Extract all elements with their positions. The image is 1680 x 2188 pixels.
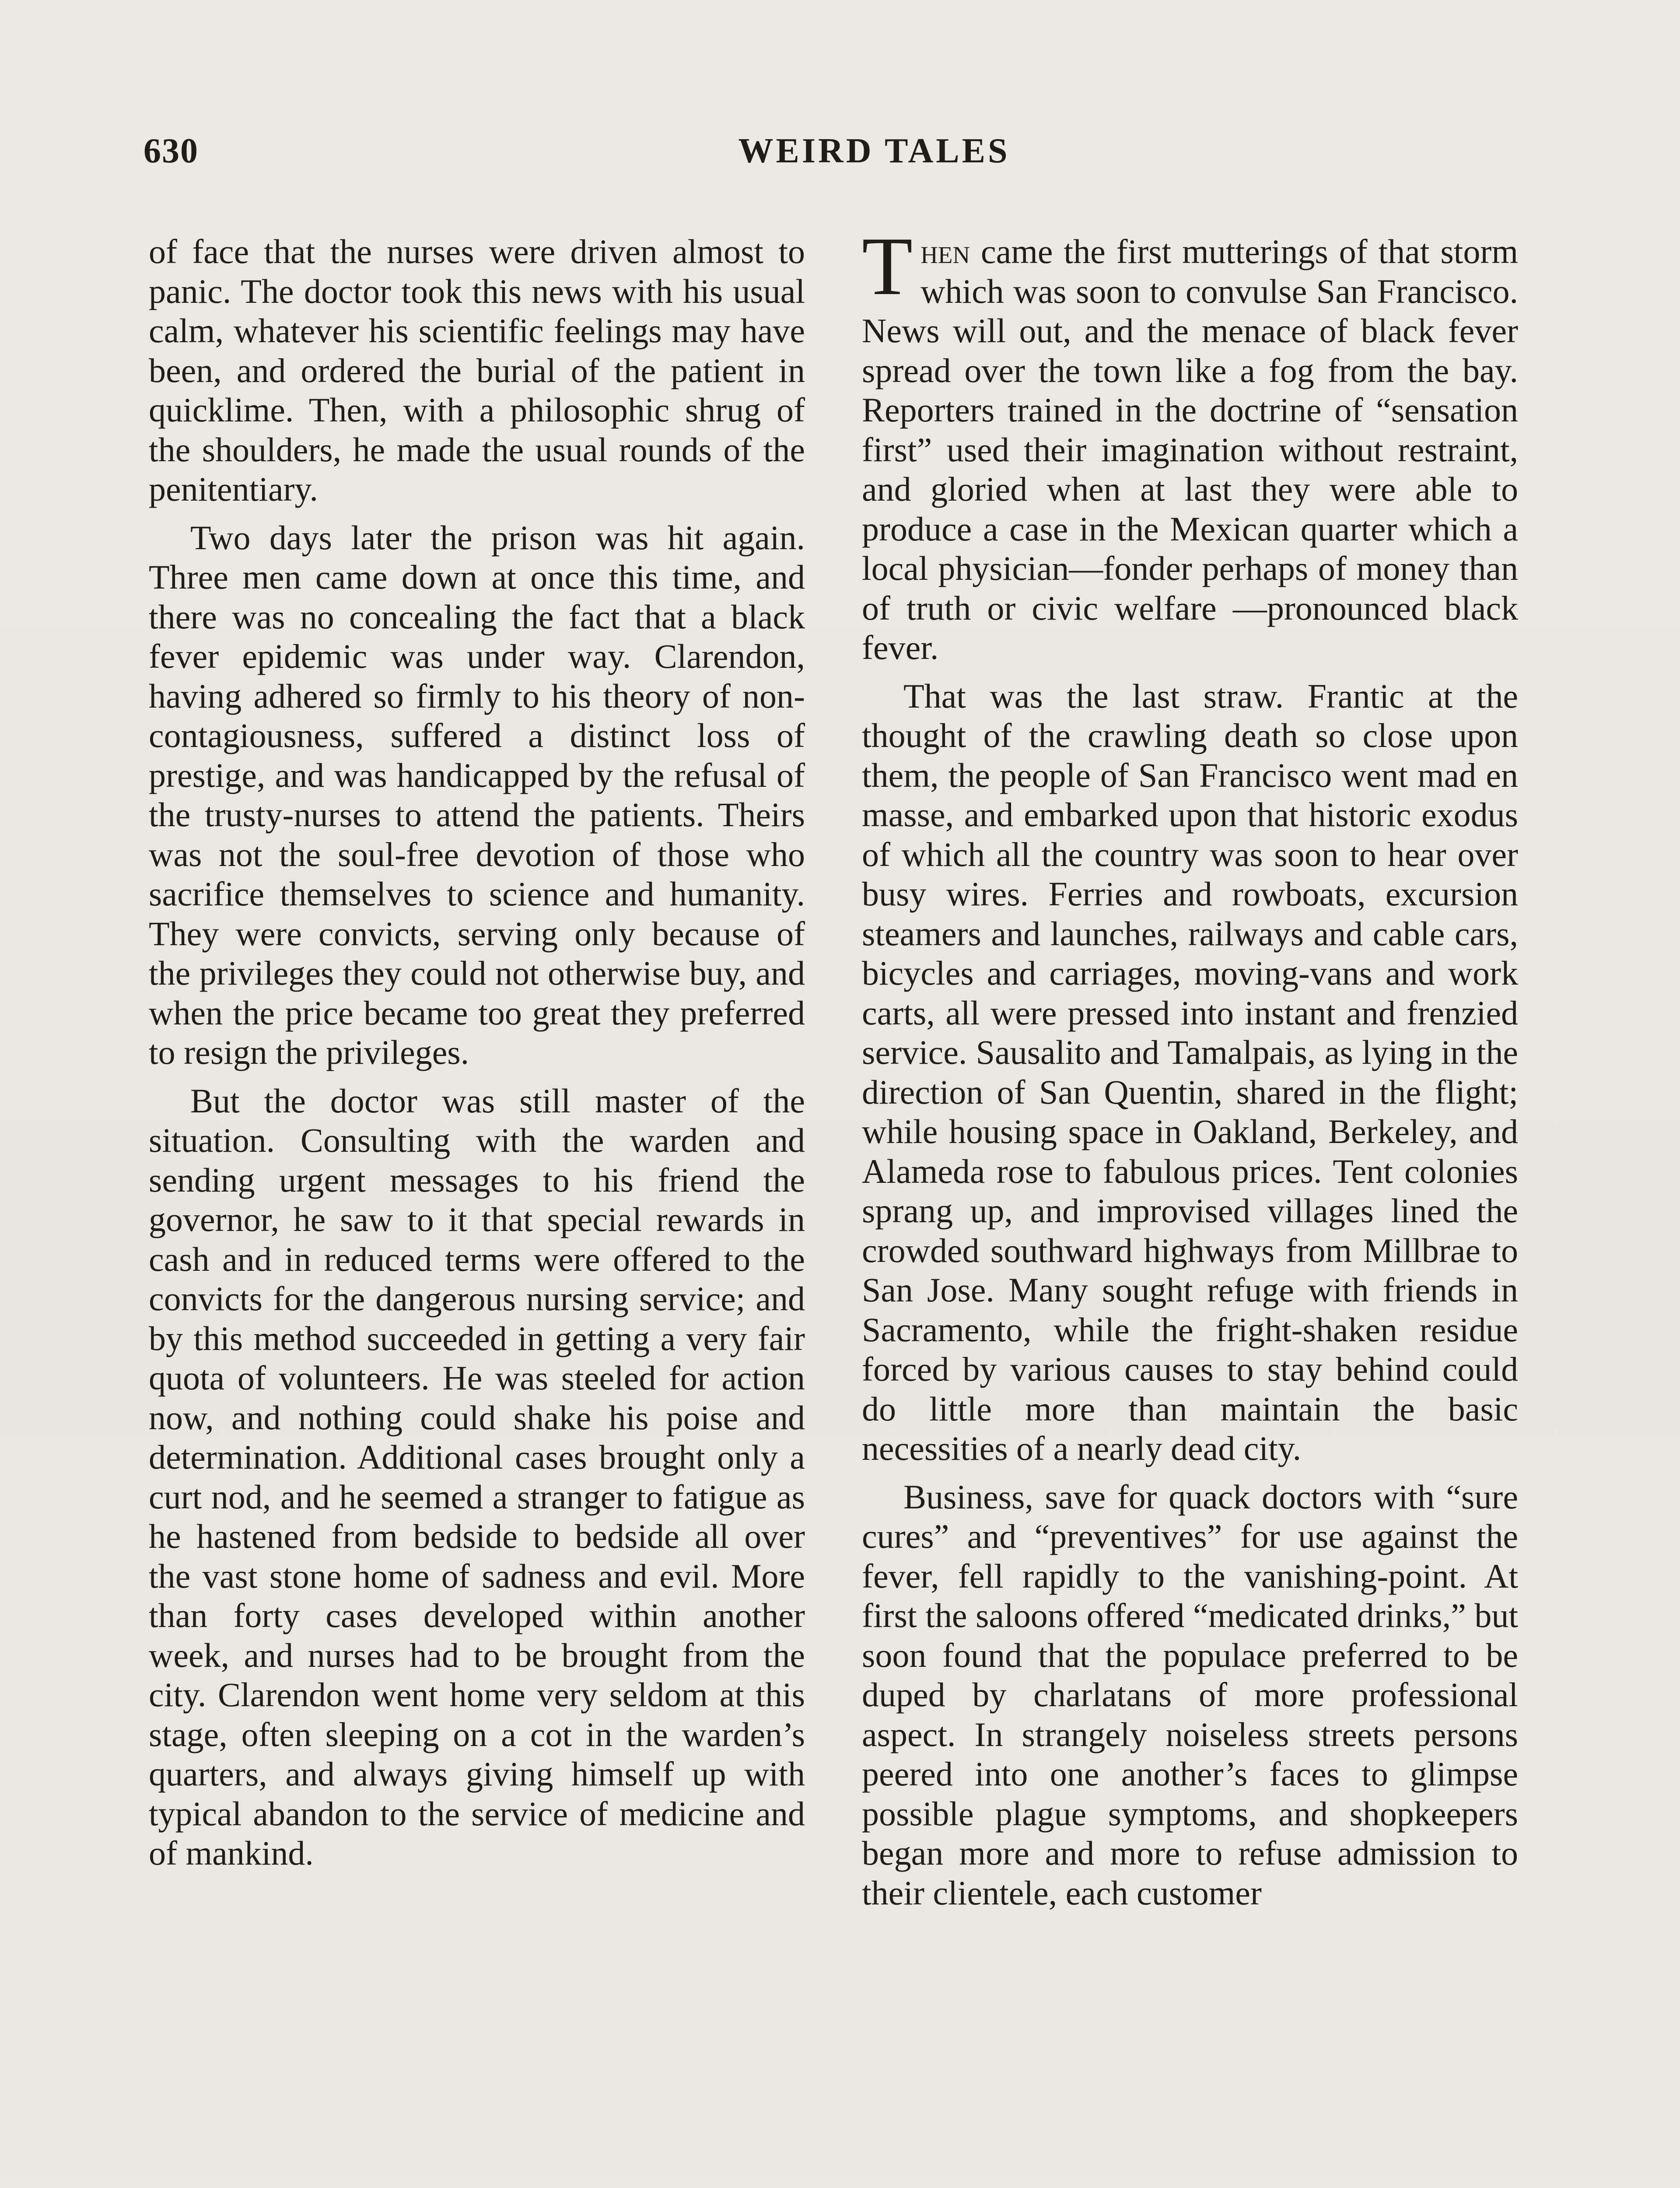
right-paragraph-1-text: came the first mutterings of that storm which was soon to convulse San Francisco. News will out, and the menace of black fever spread over the town like a fog from the bay. Reporters trained in the doctrine of “sensation first” used their imagination without restraint, and gloried when at last they were able to produce a case in the Mexican quarter which a local physician—fonder perhaps of money than of truth or civic welfare —pronounced black fever. [862, 232, 1518, 666]
page-number: 630 [144, 132, 199, 170]
right-paragraph-3: Business, save for quack doctors with “sure cures” and “preventives” for use against the fever, fell rapidly to the vanishing-point. At first the saloons offered “medicated drinks,” but soon found that the populace preferred to be duped by charlatans of more professional aspect. In strangely noiseless streets persons peered into one another’s faces to glimpse possible plague symptoms, and shopkeepers began more and more to refuse admission to their clientele, each customer [862, 1477, 1518, 1912]
drop-cap: T [862, 221, 913, 312]
right-paragraph-1 [862, 221, 1518, 668]
left-column [149, 232, 805, 1882]
left-paragraph-3: But the doctor was still master of the situation. Consulting with the warden and sending urgent messages to his friend the governor, he saw to it that special rewards in cash and in reduced terms were offered to the convicts for the dangerous nursing service; and by this method succeeded in getting a very fair quota of volunteers. He was steeled for action now, and nothing could shake his poise and determination. Additional cases brought only a curt nod, and he seemed a stranger to fatigue as he hastened from bedside to bedside all over the vast stone home of sadness and evil. More than forty cases developed within another week, and nurses had to be brought from the city. Clarendon went home very seldom at this stage, often sleeping on a cot in the warden’s quarters, and always giving himself up with typical abandon to the service of medicine and of mankind. [149, 1081, 805, 1872]
left-paragraph-1: of face that the nurses were driven almost to panic. The doctor took this news with his usual calm, whatever his scientific feelings may have been, and ordered the burial of the patient in quicklime. Then, with a philosophic shrug of the shoulders, he made the usual rounds of the penitentiary. [149, 232, 805, 508]
running-head [144, 131, 1535, 179]
right-paragraph-2: That was the last straw. Frantic at the thought of the crawling death so close upon them, the people of San Francisco went mad en masse, and embarked upon that historic exodus of which all the country was soon to hear over busy wires. Ferries and rowboats, excursion steamers and launches, railways and cable cars, bicycles and carriages, moving-vans and work carts, all were pressed into instant and frenzied service. Sausalito and Tamalpais, as lying in the direction of San Quentin, shared in the flight; while housing space in Oakland, Berkeley, and Alameda rose to fabulous prices. Tent colonies sprang up, and improvised villages lined the crowded southward highways from Millbrae to San Jose. Many sought refuge with friends in Sacramento, while the fright-shaken residue forced by various causes to stay behind could do little more than maintain the basic necessities of a nearly dead city. [862, 677, 1518, 1467]
small-caps-lead: hen [920, 232, 970, 270]
left-paragraph-2: Two days later the prison was hit again. Three men came down at once this time, and there was no concealing the fact that a black fever epidemic was under way. Clarendon, having adhered so firmly to his theory of non-contagiousness, suffered a distinct loss of prestige, and was handicapped by the refusal of the trusty-nurses to attend the patients. Theirs was not the soul-free devotion of those who sacrifice themselves to science and humanity. They were convicts, serving only because of the privileges they could not otherwise buy, and when the price became too great they preferred to resign the privileges. [149, 518, 805, 1071]
right-column [862, 221, 1518, 1922]
magazine-title: WEIRD TALES [738, 132, 1010, 170]
